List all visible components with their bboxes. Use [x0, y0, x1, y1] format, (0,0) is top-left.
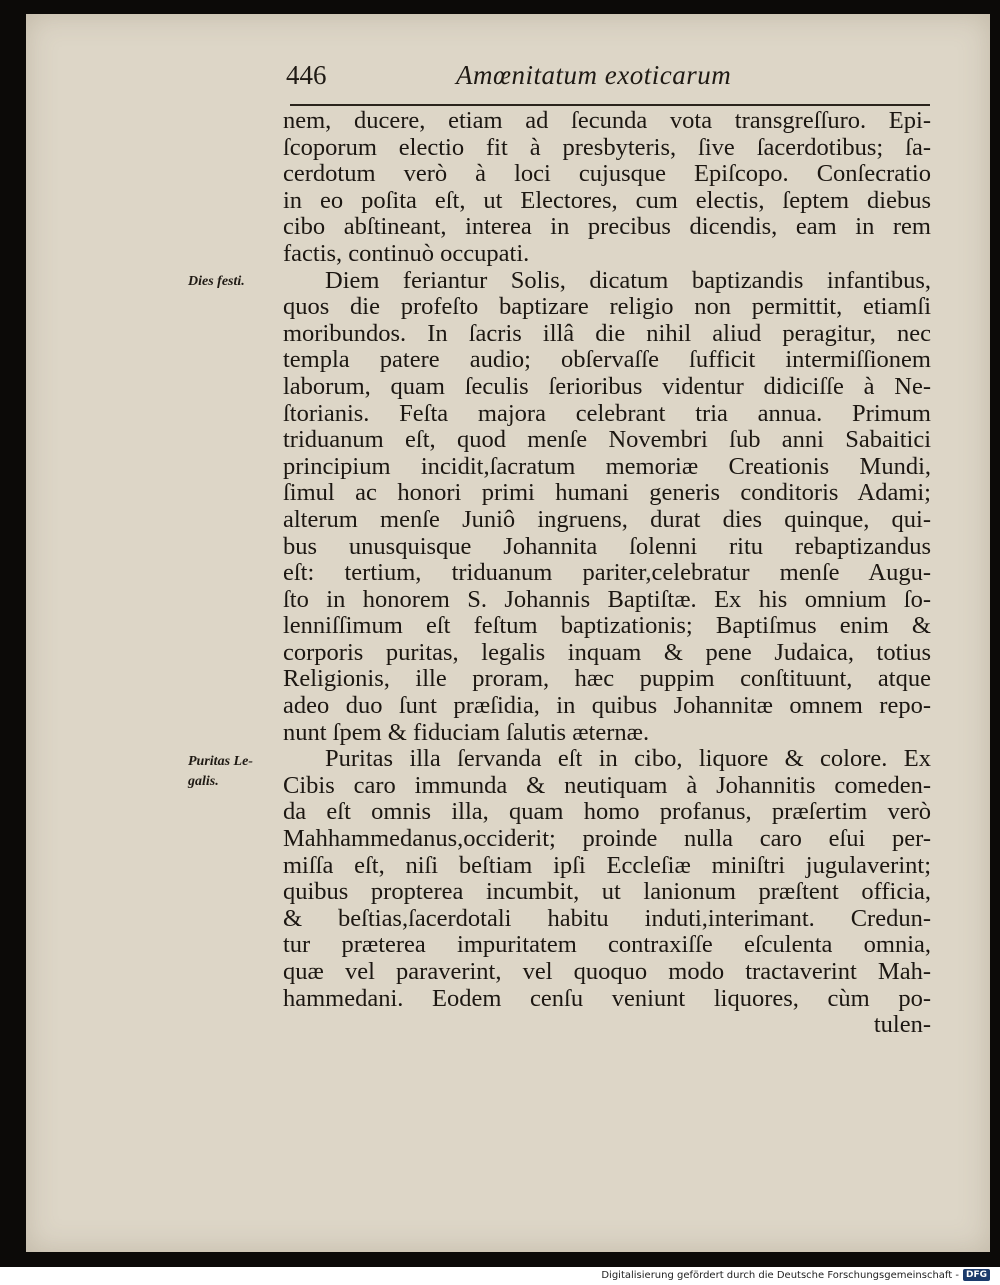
text-line: lenniſſimum eſt feſtum baptizationis; Baptiſmus enim &	[283, 612, 931, 640]
text-line: Cibis caro immunda & neutiquam à Johannitis comeden-	[283, 771, 931, 799]
text-line: ſtorianis. Feſta majora celebrant tria annua. Primum	[283, 399, 931, 427]
digitization-credit	[601, 1269, 990, 1281]
text-line: ſcoporum electio fit à presbyteris, ſive ſacerdotibus; ſa-	[283, 133, 931, 161]
text-line: triduanum eſt, quod menſe Novembri ſub anni Sabaitici	[283, 426, 931, 454]
paragraph-1	[283, 108, 931, 268]
text-line: in eo poſita eſt, ut Electores, cum electis, ſeptem diebus	[283, 186, 931, 214]
text-line: corporis puritas, legalis inquam & pene Judaica, totius	[283, 638, 931, 666]
text-line: alterum menſe Juniô ingruens, durat dies quinque, qui-	[283, 505, 931, 533]
text-line: laborum, quam ſeculis ſerioribus videntur didiciſſe à Ne-	[283, 372, 931, 400]
text-line: eſt: tertium, triduanum pariter,celebratur menſe Augu-	[283, 559, 931, 587]
text-line: quos die profeſto baptizare religio non permittit, etiamſi	[283, 293, 931, 321]
header-rule	[290, 104, 930, 106]
paragraph-3	[283, 746, 931, 1039]
dfg-logo: DFG	[963, 1269, 990, 1281]
text-line: miſſa eſt, niſi beſtiam ipſi Eccleſiæ miniſtri jugulaverint;	[283, 851, 931, 879]
text-line: ſimul ac honori primi humani generis conditoris Adami;	[283, 479, 931, 507]
text-line: Religionis, ille proram, hæc puppim conſtituunt, atque	[283, 665, 931, 693]
text-line: moribundos. In ſacris illâ die nihil aliud peragitur, nec	[283, 319, 931, 347]
catchword: tulen-	[873, 1011, 931, 1039]
text-line: Puritas illa ſervanda eſt in cibo, liquore & colore. Ex	[325, 745, 931, 773]
text-line: Mahhammedanus,occiderit; proinde nulla caro eſui per-	[283, 825, 931, 853]
text-line: da eſt omnis illa, quam homo profanus, præſertim verò	[283, 798, 931, 826]
paragraph-2	[283, 268, 931, 747]
text-line: factis, continuò occupati.	[283, 239, 530, 267]
margin-note-text: galis.	[188, 774, 219, 789]
margin-note-puritas-legalis	[188, 752, 280, 792]
text-line: ſto in honorem S. Johannis Baptiſtæ. Ex his omnium ſo-	[283, 585, 931, 613]
text-line: principium incidit,ſacratum memoriæ Creationis Mundi,	[283, 452, 931, 480]
page-number: 446	[286, 60, 327, 90]
body-text	[283, 108, 931, 1039]
text-line: nunt ſpem & fiduciam ſalutis æternæ.	[283, 718, 650, 746]
text-line: Diem feriantur Solis, dicatum baptizandis infantibus,	[325, 266, 931, 294]
running-title: Amœnitatum exoticarum	[456, 60, 732, 90]
margin-note-text: Puritas Le-	[188, 754, 253, 769]
text-line: adeo duo ſunt præſidia, in quibus Johannitæ omnem repo-	[283, 692, 931, 720]
text-line: cibo abſtineant, interea in precibus dicendis, eam in rem	[283, 213, 931, 241]
page-header	[286, 60, 930, 94]
text-line: & beſtias,ſacerdotali habitu induti,interimant. Credun-	[283, 904, 931, 932]
text-line: nem, ducere, etiam ad ſecunda vota transgreſſuro. Epi-	[283, 107, 931, 134]
text-line: templa patere audio; obſervaſſe ſufficit intermiſſionem	[283, 346, 931, 374]
margin-note-dies-festi	[188, 272, 280, 292]
text-line: cerdotum verò à loci cujusque Epiſcopo. Conſecratio	[283, 160, 931, 188]
text-line: quæ vel paraverint, vel quoquo modo tractaverint Mah-	[283, 958, 931, 985]
text-line: quibus propterea incumbit, ut lanionum præſtent officia,	[283, 878, 931, 906]
text-line: tur præterea impuritatem contraxiſſe eſculenta omnia,	[283, 931, 931, 959]
margin-note-text: Dies festi.	[188, 274, 245, 289]
credit-text: Digitalisierung gefördert durch die Deutsche Forschungsgemeinschaft -	[601, 1269, 959, 1281]
text-line: bus unusquisque Johannita ſolenni ritu rebaptizandus	[283, 532, 931, 560]
text-line: hammedani. Eodem cenſu veniunt liquores, cùm po-	[283, 984, 931, 1012]
